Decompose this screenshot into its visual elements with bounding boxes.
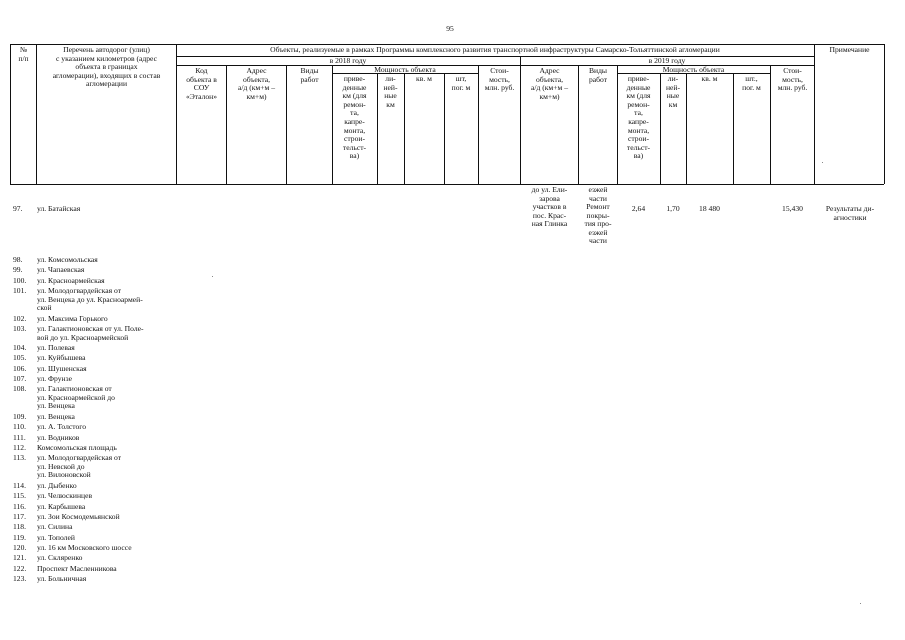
header-bottom-border bbox=[10, 184, 884, 185]
row-number: 117. bbox=[13, 511, 27, 521]
road-name: ул. Фрунзе bbox=[37, 373, 72, 383]
vline bbox=[814, 44, 815, 184]
cost-2019: 15,430 bbox=[782, 204, 803, 213]
vline bbox=[686, 73, 687, 184]
road-name: ул. Молодогвардейская от ул. Венцека до ул. Красноармей- ской bbox=[37, 286, 143, 313]
road-name: ул. Чапаевская bbox=[37, 265, 85, 275]
works-2018-header: Виды работ bbox=[300, 66, 319, 84]
cost-2018-header: Стои- мость, млн. руб. bbox=[484, 66, 515, 93]
col-number-header: № п/п bbox=[18, 45, 29, 63]
row-number: 110. bbox=[13, 422, 27, 432]
note: Результаты ди- агностики bbox=[825, 204, 875, 222]
road-name: ул. Скляренко bbox=[37, 553, 83, 563]
col-road-header: Перечень автодорог (улиц) с указанием километров (адрес объекта в границах агломерации), входящих в состав агломерации bbox=[52, 45, 161, 89]
sqm-2019: 18 480 bbox=[699, 204, 720, 213]
row-number: 100. bbox=[13, 275, 27, 285]
road-name: ул. 16 км Московского шоссе bbox=[37, 542, 132, 552]
cont-address: до ул. Ели- зарова bbox=[531, 185, 568, 203]
cont-works: езжей части bbox=[588, 185, 608, 203]
row-number: 103. bbox=[13, 323, 27, 333]
given-km-2018-header: приве- денные км (для ремон- та, капре- монта, строи- тельст- ва) bbox=[342, 74, 367, 161]
row-number: 101. bbox=[13, 286, 27, 296]
row-number: 109. bbox=[13, 411, 27, 421]
row-number: 108. bbox=[13, 384, 27, 394]
row-number: 123. bbox=[13, 573, 27, 583]
road-name: ул. Челюскинцев bbox=[37, 491, 93, 501]
row-number: 113. bbox=[13, 453, 27, 463]
row-number: 112. bbox=[13, 442, 27, 452]
linear-km-2019: 1,70 bbox=[666, 204, 680, 213]
sqm-2019-header: кв. м bbox=[701, 74, 718, 83]
road-name: ул. Галактионовская от ул. Красноармейской до ул. Венцека bbox=[37, 384, 115, 411]
road-name: ул. Молодогвардейская от ул. Невской до ул. Вилоновской bbox=[37, 453, 122, 480]
scan-speck bbox=[212, 276, 213, 277]
vline bbox=[36, 44, 37, 184]
row-number: 116. bbox=[13, 501, 27, 511]
sqm-2018-header: кв. м bbox=[416, 74, 432, 83]
capacity-2018-header: Мощность объекта bbox=[374, 65, 436, 74]
row-number: 114. bbox=[13, 480, 27, 490]
road-name: Комсомольская площадь bbox=[37, 442, 117, 452]
program-title: Объекты, реализуемые в рамках Программы комплексного развития транспортной инфраструктуры Самарско-Тольяттинской агломерации bbox=[270, 45, 720, 54]
code-header: Код объекта в СОУ «Эталон» bbox=[185, 66, 218, 101]
year-2019-header: в 2019 году bbox=[648, 56, 686, 65]
works-2019-header: Виды работ bbox=[588, 66, 608, 84]
year-2018-header: в 2018 году bbox=[329, 56, 367, 65]
row-number: 121. bbox=[13, 553, 27, 563]
row-number: 105. bbox=[13, 353, 27, 363]
road-name: ул. Водников bbox=[37, 432, 80, 442]
vline bbox=[404, 73, 405, 184]
road-name: ул. А. Толстого bbox=[37, 422, 86, 432]
page-number: 95 bbox=[446, 24, 454, 33]
row-number: 107. bbox=[13, 373, 27, 383]
pieces-2018-header: шт, пог. м bbox=[451, 74, 471, 92]
address-2019-header: Адрес объекта, а/д (км+м – км+м) bbox=[530, 66, 569, 101]
col-note-header: Примечание bbox=[829, 45, 870, 54]
road-name: ул. Полевая bbox=[37, 342, 75, 352]
row-number: 99. bbox=[13, 265, 23, 275]
road-name: ул. Больничная bbox=[37, 573, 87, 583]
road-name: ул. Галактионовская от ул. Поле- вой до ул. Красноармейской bbox=[37, 323, 144, 342]
vline bbox=[884, 44, 885, 184]
road-name: ул. Зои Космодемьянской bbox=[37, 511, 120, 521]
road-name: ул. Тополей bbox=[37, 532, 75, 542]
scan-speck bbox=[822, 162, 823, 163]
linear-km-2018-header: ли- ней- ные км bbox=[383, 74, 398, 109]
road-name: Проспект Масленникова bbox=[37, 563, 117, 573]
row-number: 98. bbox=[13, 255, 23, 264]
road-name: ул. Дыбенко bbox=[37, 480, 77, 490]
linear-km-2019-header: ли- ней- ные км bbox=[665, 74, 681, 109]
address-2019: участков в пос. Крас- ная Глинка bbox=[531, 202, 568, 229]
road-name: ул. Батайская bbox=[37, 204, 81, 213]
address-2018-header: Адрес объекта, а/д (км+м – км+м) bbox=[237, 66, 276, 101]
row-number: 120. bbox=[13, 542, 27, 552]
row-number: 102. bbox=[13, 313, 27, 323]
cost-2019-header: Стои- мость, млн. руб. bbox=[777, 66, 808, 93]
road-name: ул. Максима Горького bbox=[37, 313, 108, 323]
works-2019: Ремонт покры- тия про- езжей части bbox=[584, 202, 612, 246]
row-number: 118. bbox=[13, 522, 27, 532]
row-number: 104. bbox=[13, 342, 27, 352]
road-name: ул. Силина bbox=[37, 522, 73, 532]
row-number: 111. bbox=[13, 432, 26, 442]
road-name: ул. Карбышева bbox=[37, 501, 86, 511]
road-name: ул. Куйбышева bbox=[37, 353, 86, 363]
vline bbox=[10, 44, 11, 184]
road-name: ул. Комсомольская bbox=[37, 255, 98, 264]
scan-speck bbox=[860, 603, 861, 604]
row-number: 122. bbox=[13, 563, 27, 573]
given-km-2019-header: приве- денные км (для ремон- та, капре- монта, строи- тельст- ва) bbox=[626, 74, 651, 161]
capacity-2019-header: Мощность объекта bbox=[662, 65, 725, 74]
row-number: 119. bbox=[13, 532, 27, 542]
pieces-2019-header: шт., пог. м bbox=[742, 74, 761, 92]
given-km-2019: 2,64 bbox=[631, 204, 646, 213]
row-number: 97. bbox=[13, 204, 23, 213]
road-name: ул. Венцека bbox=[37, 411, 75, 421]
road-name: ул. Красноармейская bbox=[37, 275, 105, 285]
road-name: ул. Шушенская bbox=[37, 363, 87, 373]
row-number: 115. bbox=[13, 491, 27, 501]
row-number: 106. bbox=[13, 363, 27, 373]
